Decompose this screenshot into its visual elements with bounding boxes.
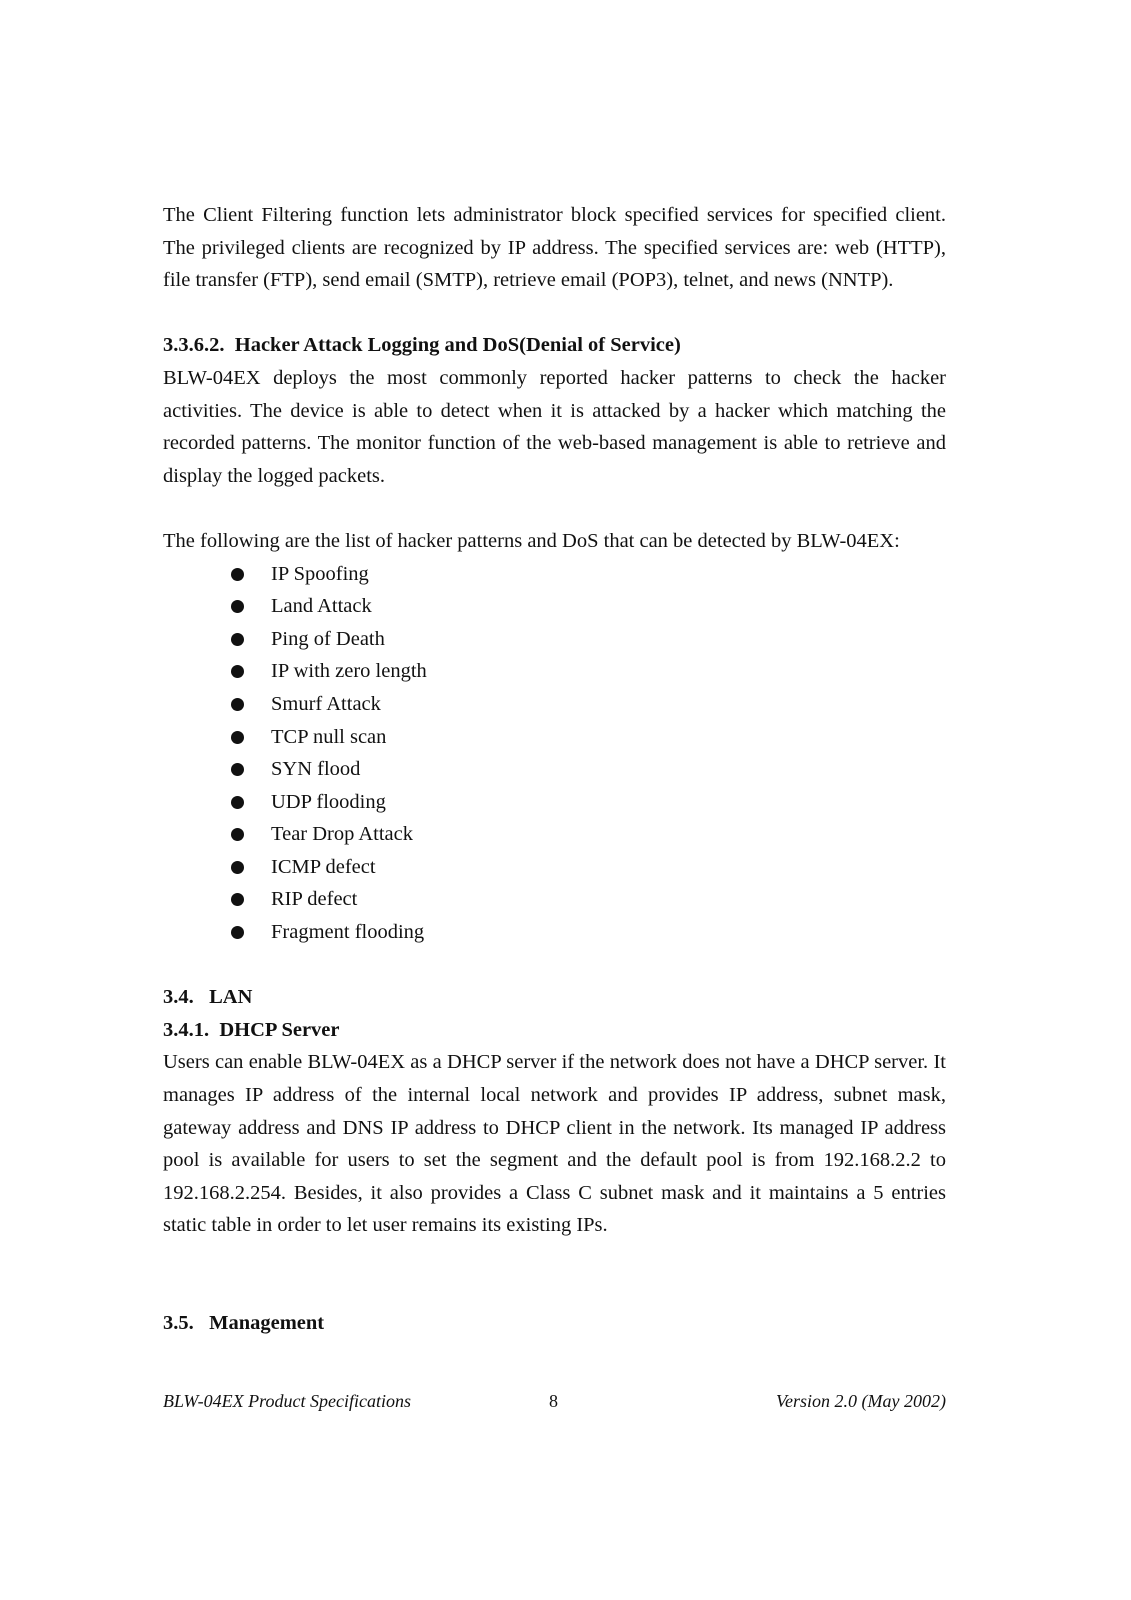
list-item-label: TCP null scan	[271, 725, 387, 748]
bullet-icon	[231, 763, 244, 776]
bullet-icon	[231, 796, 244, 809]
list-item-label: Fragment flooding	[271, 921, 425, 944]
list-item	[163, 688, 946, 721]
bullet-icon	[231, 893, 244, 906]
bullet-icon	[231, 665, 244, 678]
list-item	[163, 558, 946, 591]
spacer	[163, 492, 946, 525]
bullet-icon	[231, 926, 244, 939]
spacer	[163, 1275, 946, 1308]
bullet-icon	[231, 568, 244, 581]
list-item	[163, 916, 946, 949]
list-item	[163, 590, 946, 623]
footer-version: Version 2.0 (May 2002)	[776, 1391, 946, 1411]
bullet-icon	[231, 861, 244, 874]
list-item-label: RIP defect	[271, 888, 358, 911]
list-item-label: IP with zero length	[271, 660, 427, 683]
pattern-list-intro: The following are the list of hacker patterns and DoS that can be detected by BLW-04EX:	[163, 529, 900, 552]
list-item	[163, 655, 946, 688]
list-item-label: SYN flood	[271, 758, 361, 781]
list-item	[163, 753, 946, 786]
spacer	[163, 297, 946, 330]
list-item-label: Land Attack	[271, 595, 372, 618]
footer-document-title: BLW-04EX Product Specifications	[163, 1391, 411, 1411]
list-item	[163, 851, 946, 884]
list-item	[163, 623, 946, 656]
page-number: 8	[549, 1391, 558, 1411]
section-heading-34: 3.4. LAN	[163, 986, 253, 1009]
spacer	[163, 1242, 946, 1275]
document-body	[163, 199, 946, 1340]
intro-paragraph: The Client Filtering function lets administrator block specified services for specified client. The privileged clients are recognized by IP address. The specified services are: web (HTTP), file transfer (FTP), send email (SMTP), retrieve email (POP3), telnet, and news (NNTP).	[163, 204, 946, 292]
hacker-pattern-list	[163, 558, 946, 949]
bullet-icon	[231, 698, 244, 711]
list-item-label: ICMP defect	[271, 855, 376, 878]
bullet-icon	[231, 731, 244, 744]
spacer	[163, 949, 946, 982]
hacker-logging-paragraph: BLW-04EX deploys the most commonly reported hacker patterns to check the hacker activities. The device is able to detect when it is attacked by a hacker which matching the recorded patterns. The monitor function of the web-based management is able to retrieve and display the logged packets.	[163, 366, 946, 487]
bullet-icon	[231, 828, 244, 841]
section-heading-3362: 3.3.6.2. Hacker Attack Logging and DoS(Denial of Service)	[163, 334, 681, 357]
page-footer	[163, 1388, 946, 1414]
dhcp-server-paragraph: Users can enable BLW-04EX as a DHCP server if the network does not have a DHCP server. It manages IP address of the internal local network and provides IP address, subnet mask, gateway address and DNS IP address to DHCP client in the network. Its managed IP address pool is available for users to set the segment and the default pool is from 192.168.2.2 to 192.168.2.254. Besides, it also provides a Class C subnet mask and it maintains a 5 entries static table in order to let user remains its existing IPs.	[163, 1051, 946, 1237]
section-heading-35: 3.5. Management	[163, 1312, 325, 1335]
bullet-icon	[231, 633, 244, 646]
list-item-label: Ping of Death	[271, 627, 385, 650]
list-item	[163, 721, 946, 754]
list-item	[163, 786, 946, 819]
list-item-label: IP Spoofing	[271, 562, 369, 585]
bullet-icon	[231, 600, 244, 613]
list-item-label: UDP flooding	[271, 790, 386, 813]
list-item-label: Smurf Attack	[271, 692, 381, 715]
list-item-label: Tear Drop Attack	[271, 823, 414, 846]
list-item	[163, 818, 946, 851]
section-heading-341: 3.4.1. DHCP Server	[163, 1018, 340, 1041]
list-item	[163, 883, 946, 916]
